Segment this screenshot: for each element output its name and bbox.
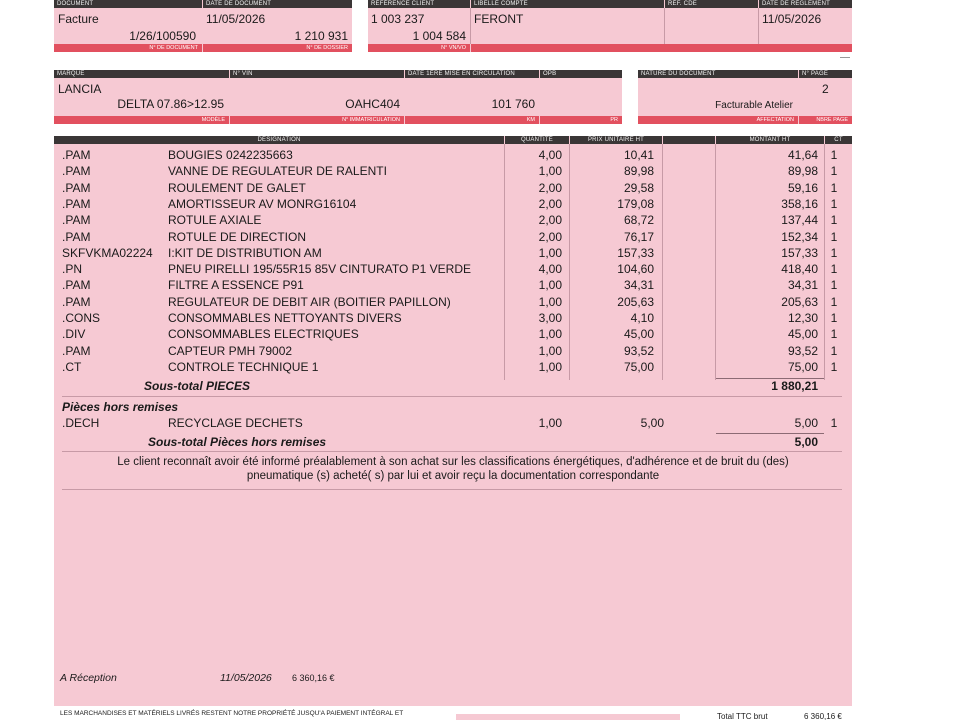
account-label: FERONT	[474, 12, 524, 26]
subtotal-hors-value: 5,00	[794, 435, 818, 449]
row-amount: 75,00	[787, 359, 818, 374]
row-unit-price: 75,00	[623, 359, 654, 374]
row-amount: 41,64	[787, 148, 818, 162]
row-ct: 1	[830, 229, 838, 244]
row-code: .PAM	[62, 213, 91, 228]
row-designation: VANNE DE REGULATEUR DE RALENTI	[168, 164, 387, 179]
row-designation: CAPTEUR PMH 79002	[168, 343, 293, 358]
row-designation: ROULEMENT DE GALET	[168, 180, 306, 195]
row-code: .PAM	[62, 294, 91, 309]
row-designation: ROTULE DE DIRECTION	[168, 229, 307, 244]
row-ct: 1	[830, 278, 838, 293]
row-quantity: 1,00	[538, 416, 562, 430]
row-code: .CT	[62, 359, 82, 374]
row-ct: 1	[830, 196, 838, 211]
row-unit-price: 157,33	[617, 245, 654, 260]
client-reference: 1 003 237	[371, 12, 425, 26]
header-quantite: QUANTITÉ	[505, 136, 569, 144]
table-row	[54, 261, 852, 277]
table-row	[54, 415, 852, 431]
table-row	[54, 229, 852, 245]
row-unit-price: 45,00	[623, 327, 654, 342]
row-ct: 1	[830, 262, 838, 277]
page-number: 2	[822, 82, 829, 96]
row-unit-price: 179,08	[617, 196, 654, 211]
row-code: .DIV	[62, 327, 86, 342]
row-designation: ROTULE AXIALE	[168, 213, 262, 228]
header-ct: CT	[825, 136, 852, 144]
table-row	[54, 212, 852, 228]
row-ct: 1	[830, 294, 838, 309]
row-quantity: 1,00	[538, 245, 562, 260]
row-designation: REGULATEUR DE DEBIT AIR (BOITIER PAPILLON)	[168, 294, 451, 309]
row-amount: 59,16	[787, 180, 818, 195]
separator-line	[840, 57, 850, 58]
header-designation: DÉSIGNATION	[54, 136, 504, 144]
row-code: .PAM	[62, 164, 91, 179]
row-ct: 1	[830, 359, 838, 374]
row-quantity: 1,00	[538, 164, 562, 179]
row-ct: 1	[830, 148, 838, 162]
label-ref-cde: RÉF. CDE	[665, 0, 758, 8]
vnvo-number: 1 004 584	[412, 29, 466, 43]
label-km: KM	[405, 116, 539, 124]
row-unit-price: 93,52	[623, 343, 654, 358]
row-quantity: 2,00	[538, 196, 562, 211]
header-prix-unitaire: PRIX UNITAIRE HT	[570, 136, 662, 144]
row-quantity: 1,00	[538, 343, 562, 358]
table-row	[54, 310, 852, 326]
date-document: 11/05/2026	[206, 12, 266, 26]
row-ct: 1	[830, 213, 838, 228]
divider	[758, 8, 759, 44]
table-row	[54, 359, 852, 375]
payment-date: 11/05/2026	[762, 12, 822, 26]
subtotal-hors-label: Sous-total Pièces hors remises	[148, 435, 327, 449]
row-designation: CONTROLE TECHNIQUE 1	[168, 359, 319, 374]
subtotal-pieces-value: 1 880,21	[771, 379, 818, 393]
row-quantity: 2,00	[538, 229, 562, 244]
row-quantity: 1,00	[538, 294, 562, 309]
label-vin: N° VIN	[230, 70, 404, 78]
row-ct: 1	[830, 416, 838, 430]
row-ct: 1	[830, 327, 838, 342]
row-amount: 358,16	[781, 196, 818, 211]
row-designation: CONSOMMABLES NETTOYANTS DIVERS	[168, 311, 402, 325]
row-amount: 93,52	[787, 343, 818, 358]
row-ct: 1	[830, 245, 838, 260]
row-ct: 1	[830, 164, 838, 179]
table-row	[54, 277, 852, 293]
dossier-number: 1 210 931	[294, 29, 348, 43]
row-amount: 12,30	[787, 311, 818, 325]
row-designation: CONSOMMABLES ELECTRIQUES	[168, 327, 359, 342]
table-row	[54, 147, 852, 163]
divider	[664, 8, 665, 44]
row-quantity: 1,00	[538, 327, 562, 342]
document-number: 1/26/100590	[129, 29, 196, 43]
reception-label: A Réception	[60, 672, 117, 684]
row-code: .PAM	[62, 229, 91, 244]
row-amount: 152,34	[781, 229, 818, 244]
row-amount: 205,63	[781, 294, 818, 309]
row-amount: 34,31	[787, 278, 818, 293]
label-num-page: N° PAGE	[799, 70, 852, 78]
row-unit-price: 10,41	[623, 148, 654, 162]
vehicle-brand: LANCIA	[58, 82, 102, 96]
row-unit-price: 205,63	[617, 294, 654, 309]
table-row	[54, 245, 852, 261]
row-code: SKFVKMA02224	[62, 245, 153, 260]
document-nature: Facturable Atelier	[715, 100, 793, 111]
label-libelle-compte: LIBELLÉ COMPTE	[471, 0, 664, 8]
table-rule	[62, 396, 842, 397]
row-unit-price: 68,72	[623, 213, 654, 228]
total-ttc-value: 6 360,16 €	[804, 712, 842, 720]
row-code: .CONS	[62, 311, 101, 325]
row-quantity: 3,00	[538, 311, 562, 325]
table-row	[54, 294, 852, 310]
row-code: .PAM	[62, 196, 91, 211]
label-ref-client: RÉFÉRENCE CLIENT	[368, 0, 470, 8]
row-designation: PNEU PIRELLI 195/55R15 85V CINTURATO P1 VERDE	[168, 262, 472, 277]
row-unit-price: 5,00	[640, 416, 664, 430]
red-band	[471, 44, 852, 52]
document-type: Facture	[58, 12, 99, 26]
row-unit-price: 4,10	[630, 311, 654, 325]
row-ct: 1	[830, 180, 838, 195]
header-blank	[663, 136, 715, 144]
divider	[470, 8, 471, 44]
label-date-circulation: DATE 1ÈRE MISE EN CIRCULATION	[405, 70, 539, 78]
label-nbre-page: NBRE PAGE	[799, 116, 852, 124]
row-designation: AMORTISSEUR AV MONRG16104	[168, 196, 357, 211]
row-amount: 5,00	[794, 416, 818, 430]
notice-line-1: Le client reconnaît avoir été informé préalablement à son achat sur les classifications énergétiques, d'adhérence et de bruit du (des)	[117, 456, 789, 468]
reception-date: 11/05/2026	[220, 672, 272, 684]
notice-line-2: pneumatique (s) acheté( s) par lui et avoir reçu la documentation correspondante	[246, 470, 660, 482]
table-row	[54, 163, 852, 179]
row-code: .DECH	[62, 416, 100, 430]
row-quantity: 2,00	[538, 180, 562, 195]
label-immatriculation: N° IMMATRICULATION	[230, 116, 404, 124]
vehicle-model: DELTA 07.86>12.95	[117, 97, 224, 111]
row-quantity: 4,00	[538, 148, 562, 162]
table-row	[54, 343, 852, 359]
row-quantity: 1,00	[538, 359, 562, 374]
row-amount: 45,00	[787, 327, 818, 342]
row-quantity: 4,00	[538, 262, 562, 277]
section-hors-remises: Pièces hors remises	[62, 400, 179, 414]
footer-pink-band	[456, 714, 680, 720]
table-row	[54, 326, 852, 342]
row-ct: 1	[830, 311, 838, 325]
header-montant: MONTANT HT	[716, 136, 824, 144]
row-quantity: 2,00	[538, 213, 562, 228]
table-row	[54, 196, 852, 212]
legal-retention-clause: LES MARCHANDISES ET MATÉRIELS LIVRÉS RESTENT NOTRE PROPRIÉTÉ JUSQU'A PAIEMENT INTÉGRAL ET	[60, 710, 404, 717]
row-unit-price: 29,58	[623, 180, 654, 195]
label-num-dossier: N° DE DOSSIER	[203, 44, 352, 52]
label-num-vnvo: N° VN/VO	[368, 44, 470, 52]
row-quantity: 1,00	[538, 278, 562, 293]
row-code: .PN	[62, 262, 83, 277]
row-designation: FILTRE A ESSENCE P91	[168, 278, 304, 293]
row-ct: 1	[830, 343, 838, 358]
notice-rule	[62, 489, 842, 490]
label-date-document: DATE DE DOCUMENT	[203, 0, 352, 8]
row-designation: BOUGIES 0242235663	[168, 148, 293, 162]
label-nature: NATURE DU DOCUMENT	[638, 70, 798, 78]
label-affectation: AFFECTATION	[638, 116, 798, 124]
total-ttc-label: Total TTC brut	[717, 712, 768, 720]
row-unit-price: 76,17	[623, 229, 654, 244]
row-amount: 157,33	[781, 245, 818, 260]
row-designation: RECYCLAGE DECHETS	[168, 416, 303, 430]
vehicle-mileage: 101 760	[491, 97, 535, 111]
row-unit-price: 89,98	[623, 164, 654, 179]
row-code: .PAM	[62, 343, 91, 358]
row-amount: 89,98	[787, 164, 818, 179]
row-code: .PAM	[62, 148, 91, 162]
label-num-document: N° DE DOCUMENT	[54, 44, 202, 52]
row-unit-price: 104,60	[617, 262, 654, 277]
label-pr: PR	[540, 116, 622, 124]
row-amount: 137,44	[781, 213, 818, 228]
row-code: .PAM	[62, 278, 91, 293]
subtotal-pieces-label: Sous-total PIECES	[144, 379, 251, 393]
table-row	[54, 180, 852, 196]
row-amount: 418,40	[781, 262, 818, 277]
vehicle-registration: OAHC404	[345, 97, 400, 111]
label-marque: MARQUE	[54, 70, 229, 78]
table-rule	[62, 451, 842, 452]
label-date-reglement: DATE DE RÈGLEMENT	[759, 0, 852, 8]
label-modele: MODÈLE	[54, 116, 229, 124]
label-document: DOCUMENT	[54, 0, 202, 8]
label-opb: OPB	[540, 70, 622, 78]
row-designation: I:KIT DE DISTRIBUTION AM	[168, 245, 322, 260]
subtotal-hors-rule	[716, 433, 824, 434]
row-unit-price: 34,31	[623, 278, 654, 293]
reception-amount: 6 360,16 €	[292, 673, 335, 683]
row-code: .PAM	[62, 180, 91, 195]
